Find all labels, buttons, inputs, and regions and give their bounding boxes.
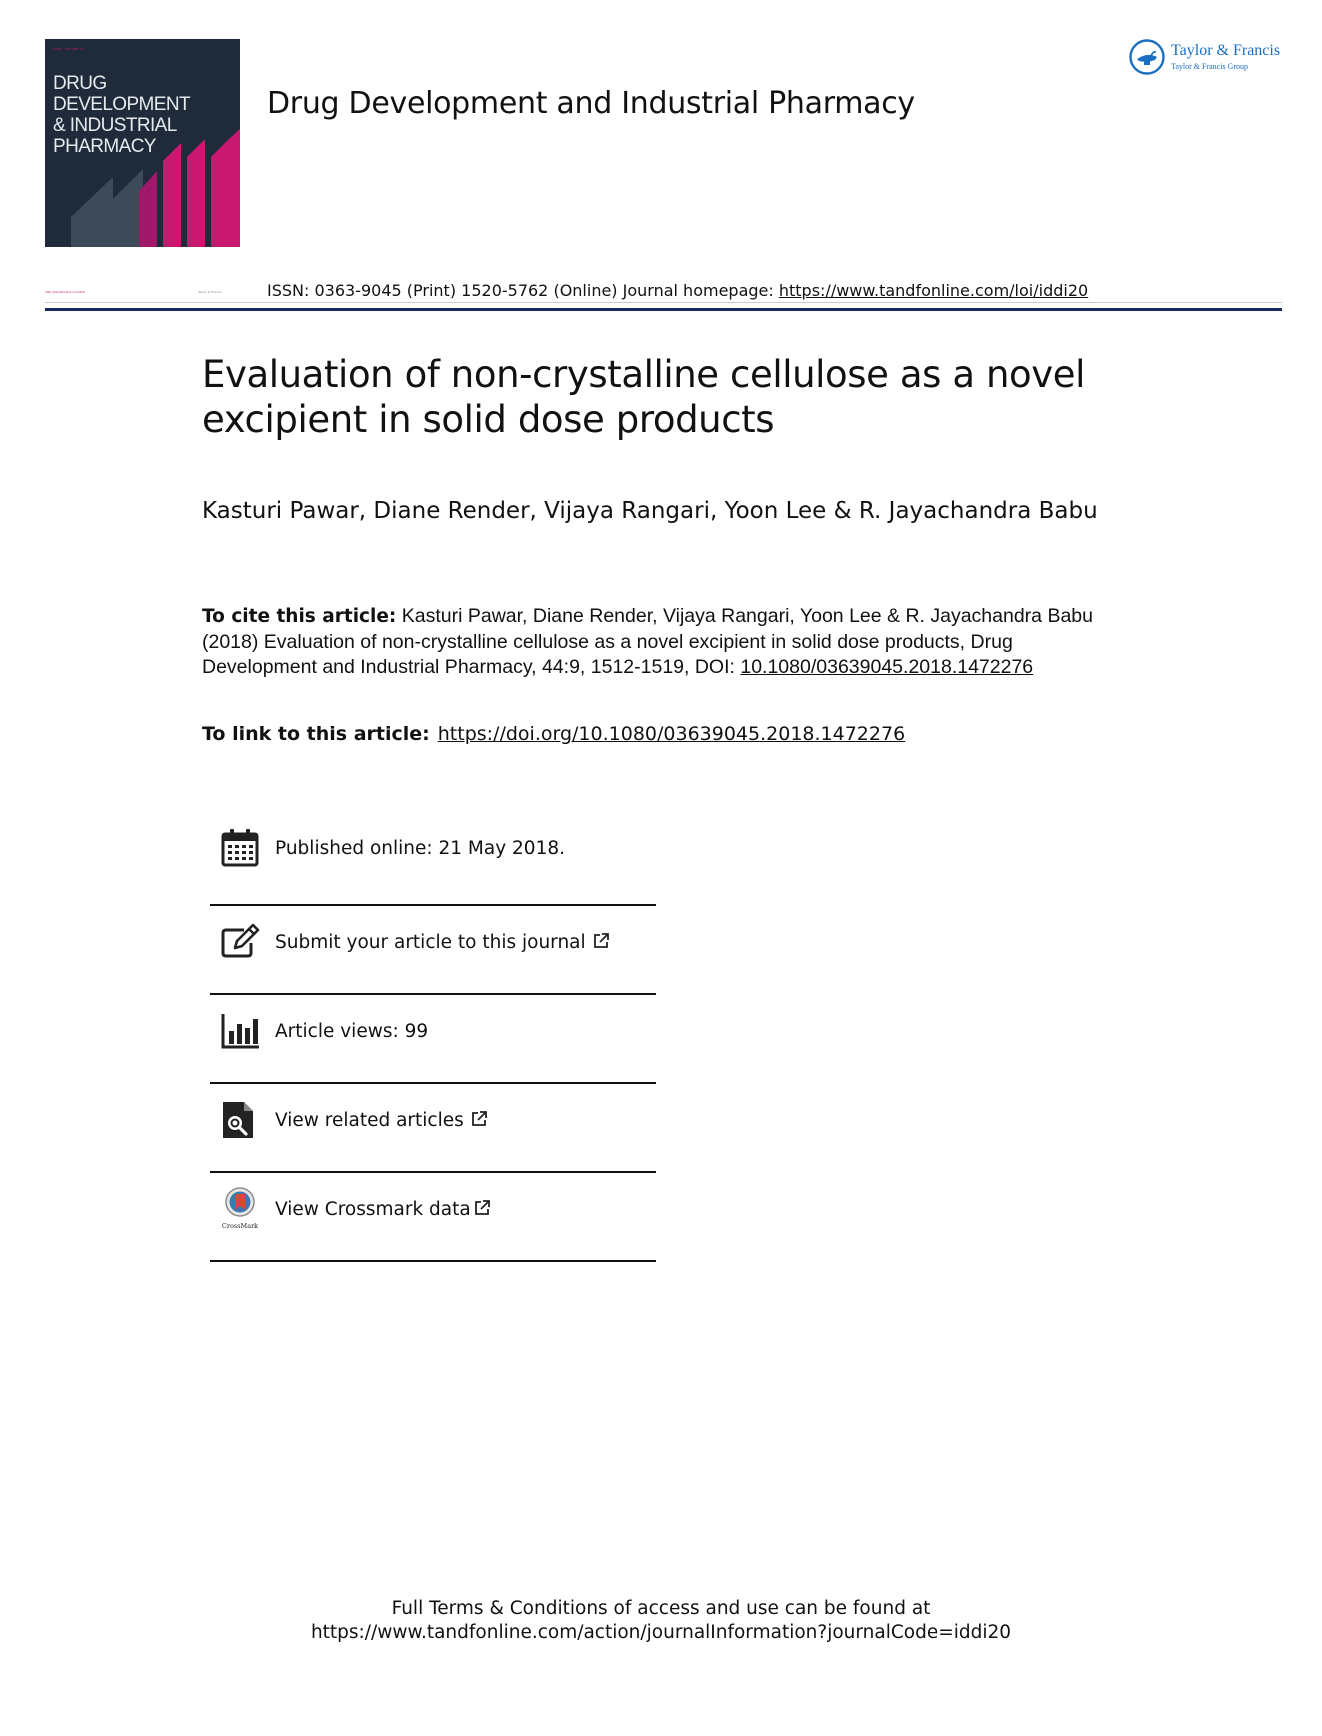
published-online-row xyxy=(210,812,656,906)
terms-footer-url[interactable]: https://www.tandfonline.com/action/journalInformation?journalCode=iddi20 xyxy=(310,1622,1012,1643)
tiny-journal-link: http://tandfonline.com/iddi xyxy=(45,290,86,294)
journal-homepage-link[interactable]: https://www.tandfonline.com/loi/iddi20 xyxy=(778,281,1089,300)
header-divider-thin xyxy=(45,302,1282,303)
submit-article-row[interactable] xyxy=(210,906,656,995)
external-link-icon xyxy=(592,932,610,950)
terms-footer xyxy=(0,1597,1322,1645)
article-doi-url-link[interactable]: https://doi.org/10.1080/03639045.2018.1472276 xyxy=(437,723,906,745)
edit-pencil-icon xyxy=(220,922,260,962)
submit-article-link[interactable] xyxy=(275,932,610,953)
journal-cover xyxy=(45,39,240,247)
bar-chart-icon xyxy=(220,1011,260,1051)
crossmark-row[interactable] xyxy=(210,1173,656,1262)
citation-label: To cite this article: xyxy=(202,606,397,627)
article-link-row xyxy=(202,723,905,745)
citation-doi-link[interactable]: 10.1080/03639045.2018.1472276 xyxy=(740,656,1034,678)
publisher-brand: Taylor & Francis xyxy=(1171,42,1281,59)
journal-name: Drug Development and Industrial Pharmacy xyxy=(267,86,915,121)
calendar-icon xyxy=(220,828,260,868)
crossmark-icon xyxy=(220,1186,260,1230)
published-online-text: Published online: 21 May 2018. xyxy=(275,838,566,859)
cover-top-line: DDIP · VOLUME 44 xyxy=(53,47,84,51)
document-search-icon xyxy=(220,1100,260,1140)
article-info-list xyxy=(210,812,656,1262)
citation-block xyxy=(202,604,1122,681)
tiny-publisher-mark: Taylor & Francis xyxy=(198,290,222,294)
publisher-group: Taylor & Francis Group xyxy=(1171,62,1248,71)
article-views-text: Article views: 99 xyxy=(275,1021,429,1042)
publisher-logo xyxy=(1128,38,1288,78)
article-link-label: To link to this article: xyxy=(202,723,430,745)
external-link-icon xyxy=(470,1110,488,1128)
external-link-icon xyxy=(473,1199,491,1217)
crossmark-badge-text: CrossMark xyxy=(221,1222,259,1230)
crossmark-label: View Crossmark data xyxy=(275,1199,471,1220)
citation-text: Kasturi Pawar, Diane Render, Vijaya Rangari, Yoon Lee & R. Jayachandra Babu (2018) Evaluation of non-crystalline cellulose as a novel excipient in solid dose products, Drug Development and Industrial Pharmacy, 44:9, 1512-1519, DOI: xyxy=(202,605,1093,678)
cover-title: DRUG DEVELOPMENT & INDUSTRIAL PHARMACY xyxy=(53,73,190,157)
issn-row xyxy=(267,281,1088,300)
article-authors: Kasturi Pawar, Diane Render, Vijaya Rangari, Yoon Lee & R. Jayachandra Babu xyxy=(202,498,1098,524)
article-title: Evaluation of non-crystalline cellulose as a novel excipient in solid dose products xyxy=(202,353,1086,441)
related-articles-row[interactable] xyxy=(210,1084,656,1173)
issn-text: ISSN: 0363-9045 (Print) 1520-5762 (Online) Journal homepage: xyxy=(267,281,774,300)
submit-article-label: Submit your article to this journal xyxy=(275,932,586,953)
related-articles-label: View related articles xyxy=(275,1110,464,1131)
related-articles-link[interactable] xyxy=(275,1110,488,1131)
header-divider-blue xyxy=(45,308,1282,311)
terms-footer-line1: Full Terms & Conditions of access and use can be found at xyxy=(391,1598,931,1619)
crossmark-link[interactable] xyxy=(275,1199,491,1220)
taylor-francis-lamp-icon xyxy=(1128,38,1166,76)
article-views-row xyxy=(210,995,656,1084)
